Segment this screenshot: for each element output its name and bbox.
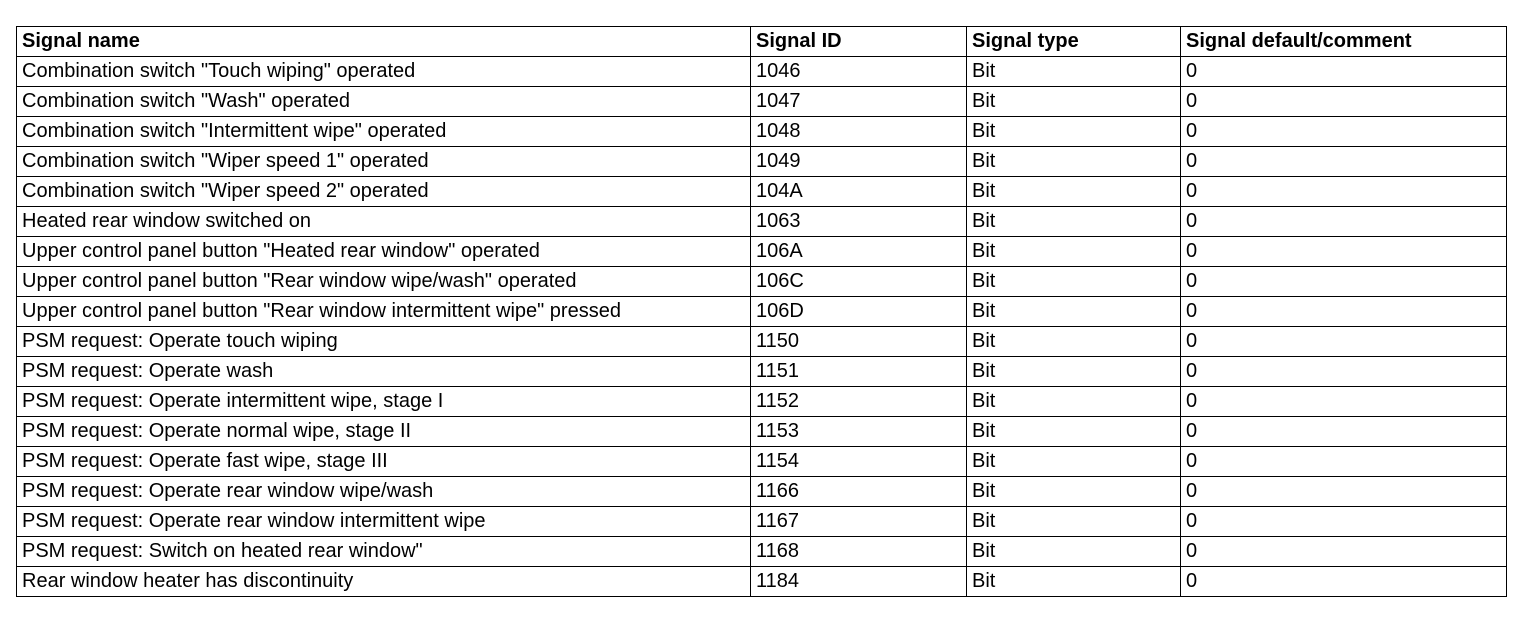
cell-signal-id: 1168 xyxy=(751,537,967,567)
cell-signal-type: Bit xyxy=(967,57,1181,87)
table-row xyxy=(17,417,1507,447)
cell-signal-type: Bit xyxy=(967,237,1181,267)
header-signal-default: Signal default/comment xyxy=(1181,27,1507,57)
cell-signal-name: PSM request: Operate wash xyxy=(17,357,751,387)
cell-signal-type: Bit xyxy=(967,537,1181,567)
table-row xyxy=(17,507,1507,537)
cell-signal-type: Bit xyxy=(967,267,1181,297)
cell-signal-default: 0 xyxy=(1181,57,1507,87)
cell-signal-name: Rear window heater has discontinuity xyxy=(17,567,751,597)
header-row xyxy=(17,27,1507,57)
table-row xyxy=(17,537,1507,567)
cell-signal-id: 1154 xyxy=(751,447,967,477)
cell-signal-name: Combination switch "Intermittent wipe" operated xyxy=(17,117,751,147)
cell-signal-type: Bit xyxy=(967,387,1181,417)
cell-signal-default: 0 xyxy=(1181,357,1507,387)
cell-signal-name: Combination switch "Wiper speed 1" operated xyxy=(17,147,751,177)
cell-signal-type: Bit xyxy=(967,327,1181,357)
cell-signal-default: 0 xyxy=(1181,327,1507,357)
table-row xyxy=(17,447,1507,477)
header-signal-name: Signal name xyxy=(17,27,751,57)
cell-signal-id: 1152 xyxy=(751,387,967,417)
cell-signal-id: 1048 xyxy=(751,117,967,147)
table-row xyxy=(17,477,1507,507)
table-row xyxy=(17,567,1507,597)
cell-signal-id: 1150 xyxy=(751,327,967,357)
header-signal-type: Signal type xyxy=(967,27,1181,57)
cell-signal-name: PSM request: Operate rear window wipe/wash xyxy=(17,477,751,507)
cell-signal-default: 0 xyxy=(1181,177,1507,207)
cell-signal-type: Bit xyxy=(967,177,1181,207)
cell-signal-id: 1153 xyxy=(751,417,967,447)
cell-signal-default: 0 xyxy=(1181,297,1507,327)
cell-signal-name: PSM request: Operate intermittent wipe, stage I xyxy=(17,387,751,417)
cell-signal-default: 0 xyxy=(1181,117,1507,147)
cell-signal-name: PSM request: Operate normal wipe, stage II xyxy=(17,417,751,447)
table-row xyxy=(17,57,1507,87)
cell-signal-type: Bit xyxy=(967,207,1181,237)
cell-signal-type: Bit xyxy=(967,147,1181,177)
cell-signal-name: PSM request: Operate fast wipe, stage III xyxy=(17,447,751,477)
cell-signal-name: Combination switch "Wiper speed 2" operated xyxy=(17,177,751,207)
cell-signal-type: Bit xyxy=(967,567,1181,597)
cell-signal-type: Bit xyxy=(967,87,1181,117)
header-signal-id: Signal ID xyxy=(751,27,967,57)
cell-signal-id: 1184 xyxy=(751,567,967,597)
cell-signal-id: 106D xyxy=(751,297,967,327)
cell-signal-default: 0 xyxy=(1181,537,1507,567)
table-body xyxy=(17,57,1507,597)
cell-signal-id: 1046 xyxy=(751,57,967,87)
cell-signal-id: 1166 xyxy=(751,477,967,507)
table-row xyxy=(17,207,1507,237)
cell-signal-name: Upper control panel button "Rear window wipe/wash" operated xyxy=(17,267,751,297)
cell-signal-default: 0 xyxy=(1181,387,1507,417)
cell-signal-name: Combination switch "Touch wiping" operated xyxy=(17,57,751,87)
cell-signal-type: Bit xyxy=(967,447,1181,477)
cell-signal-name: Heated rear window switched on xyxy=(17,207,751,237)
cell-signal-default: 0 xyxy=(1181,87,1507,117)
table-row xyxy=(17,177,1507,207)
table-row xyxy=(17,387,1507,417)
cell-signal-type: Bit xyxy=(967,477,1181,507)
cell-signal-default: 0 xyxy=(1181,417,1507,447)
cell-signal-type: Bit xyxy=(967,297,1181,327)
cell-signal-id: 1151 xyxy=(751,357,967,387)
cell-signal-name: Upper control panel button "Rear window intermittent wipe" pressed xyxy=(17,297,751,327)
table-row xyxy=(17,237,1507,267)
table-row xyxy=(17,297,1507,327)
cell-signal-id: 104A xyxy=(751,177,967,207)
table-row xyxy=(17,87,1507,117)
cell-signal-id: 106C xyxy=(751,267,967,297)
cell-signal-default: 0 xyxy=(1181,147,1507,177)
cell-signal-id: 1047 xyxy=(751,87,967,117)
cell-signal-type: Bit xyxy=(967,507,1181,537)
table-row xyxy=(17,267,1507,297)
cell-signal-name: PSM request: Operate rear window intermittent wipe xyxy=(17,507,751,537)
signal-table xyxy=(16,26,1507,597)
cell-signal-name: PSM request: Operate touch wiping xyxy=(17,327,751,357)
cell-signal-default: 0 xyxy=(1181,237,1507,267)
table-row xyxy=(17,327,1507,357)
cell-signal-default: 0 xyxy=(1181,477,1507,507)
cell-signal-id: 106A xyxy=(751,237,967,267)
cell-signal-name: Combination switch "Wash" operated xyxy=(17,87,751,117)
cell-signal-name: Upper control panel button "Heated rear window" operated xyxy=(17,237,751,267)
cell-signal-type: Bit xyxy=(967,117,1181,147)
cell-signal-type: Bit xyxy=(967,417,1181,447)
cell-signal-default: 0 xyxy=(1181,207,1507,237)
table-header xyxy=(17,27,1507,57)
table-row xyxy=(17,147,1507,177)
cell-signal-default: 0 xyxy=(1181,447,1507,477)
table-row xyxy=(17,117,1507,147)
cell-signal-default: 0 xyxy=(1181,507,1507,537)
cell-signal-type: Bit xyxy=(967,357,1181,387)
table-row xyxy=(17,357,1507,387)
cell-signal-id: 1049 xyxy=(751,147,967,177)
cell-signal-default: 0 xyxy=(1181,567,1507,597)
cell-signal-name: PSM request: Switch on heated rear window" xyxy=(17,537,751,567)
cell-signal-id: 1167 xyxy=(751,507,967,537)
cell-signal-id: 1063 xyxy=(751,207,967,237)
cell-signal-default: 0 xyxy=(1181,267,1507,297)
